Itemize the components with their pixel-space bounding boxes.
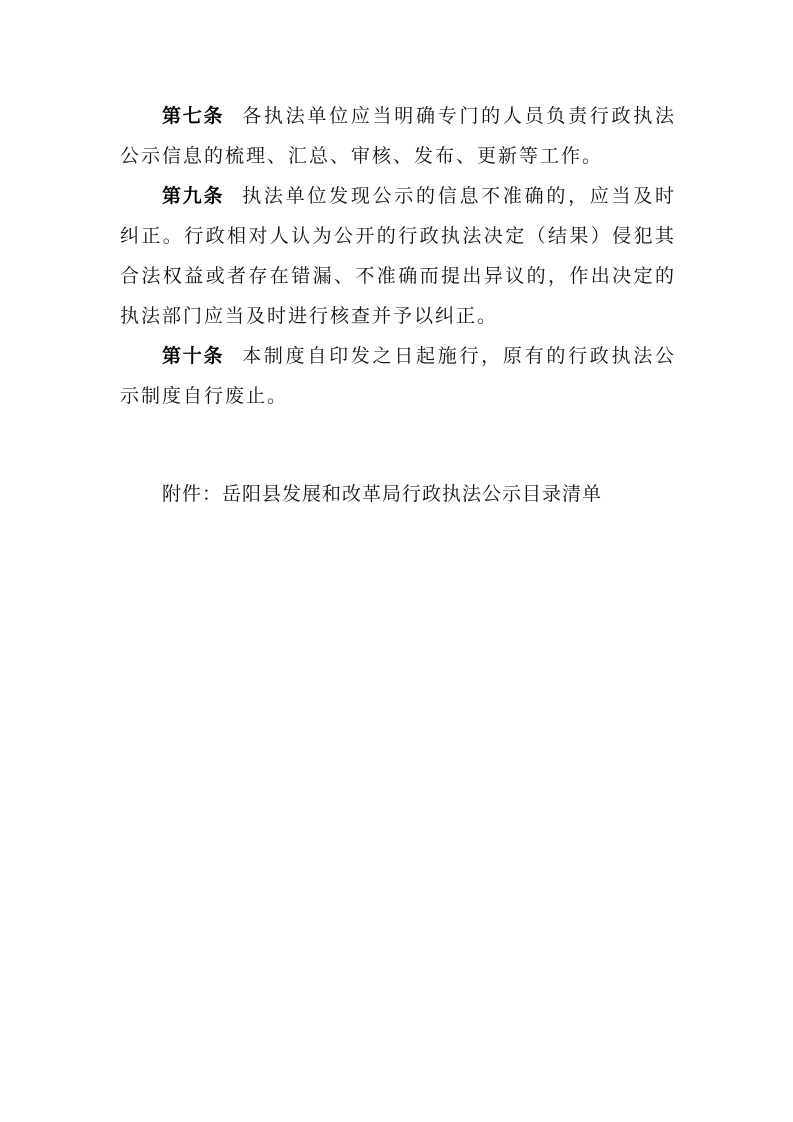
article-text: 各执法单位应当明确专门的人员负责行政执法公示信息的梳理、汇总、审核、发布、更新等工作。: [120, 105, 676, 167]
article-label: 第九条: [162, 185, 225, 207]
article-label: 第十条: [162, 345, 225, 367]
article-10: [120, 336, 676, 416]
article-7: [120, 96, 676, 176]
attachment-line: 附件：岳阳县发展和改革局行政执法公示目录清单: [162, 483, 603, 505]
document-body: [120, 96, 676, 416]
article-text: 本制度自印发之日起施行，原有的行政执法公示制度自行废止。: [120, 345, 676, 407]
article-text: 执法单位发现公示的信息不准确的，应当及时纠正。行政相对人认为公开的行政执法决定（结果）侵犯其合法权益或者存在错漏、不准确而提出异议的，作出决定的执法部门应当及时进行核查并予以纠正。: [120, 185, 676, 327]
article-9: [120, 176, 676, 336]
article-label: 第七条: [162, 105, 225, 127]
